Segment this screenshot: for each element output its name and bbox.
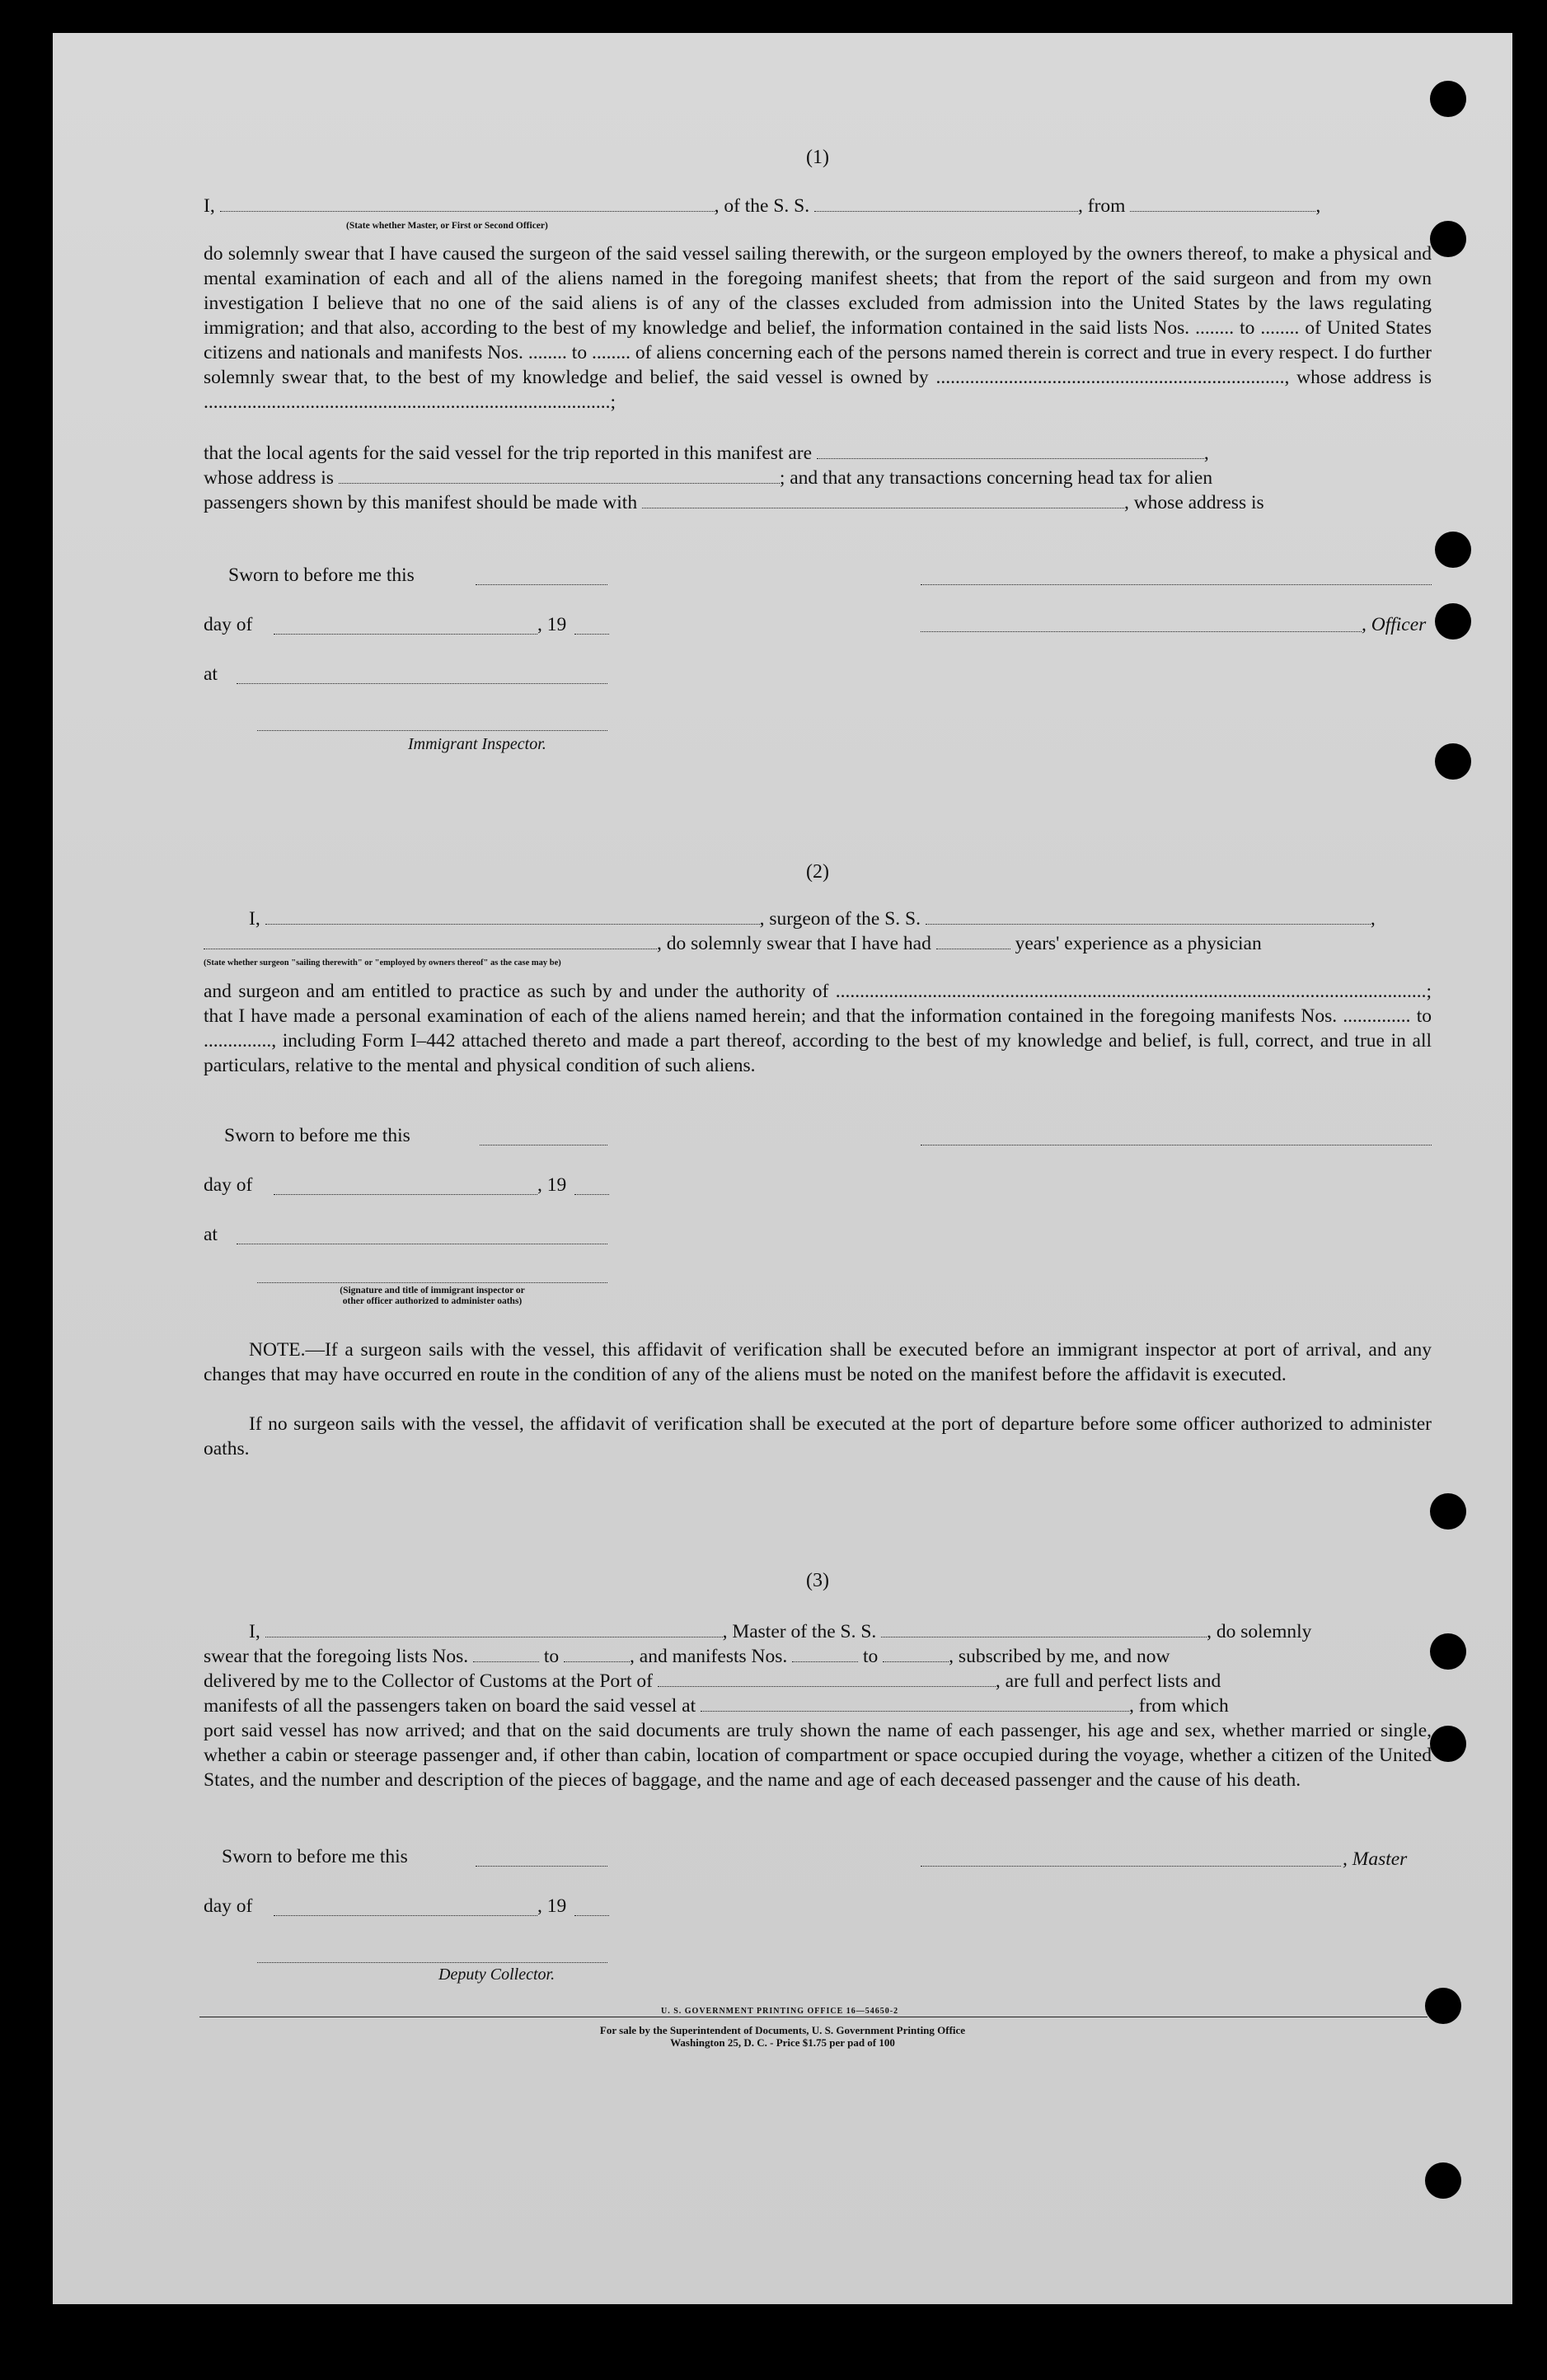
- punch-hole: [1430, 1493, 1466, 1530]
- punch-hole: [1430, 1633, 1466, 1670]
- lists-line: swear that the foregoing lists Nos. to , and manifests Nos. to , subscribed by me, and now: [204, 1646, 1170, 1667]
- punch-hole: [1430, 1726, 1466, 1762]
- punch-hole: [1435, 743, 1471, 780]
- section-number: (1): [806, 147, 829, 168]
- experience-line: , do solemnly swear that I have had years' experience as a physician: [204, 931, 1432, 956]
- master-label: , Master: [1343, 1848, 1408, 1870]
- master-line: I, , of the S. S. , from ,: [204, 195, 1321, 217]
- deputy-label: Deputy Collector.: [438, 1965, 556, 1984]
- note-paragraph-2: If no surgeon sails with the vessel, the affidavit of verification shall be executed at the port of departure before some officer authorized to administer oaths.: [204, 1413, 1432, 1459]
- master-line: I, , Master of the S. S. , do solemnly: [249, 1621, 1312, 1642]
- sworn-label: Sworn to before me this: [228, 565, 415, 586]
- at-label: at: [204, 663, 218, 685]
- punch-hole: [1430, 221, 1466, 257]
- master-signature-line: [921, 1865, 1341, 1867]
- agents-address-line: whose address is ; and that any transactions concerning head tax for alien: [204, 467, 1213, 489]
- punch-hole: [1435, 603, 1471, 640]
- day-label: day of: [204, 1895, 253, 1917]
- port-line: delivered by me to the Collector of Customs at the Port of , are full and perfect lists and: [204, 1670, 1221, 1692]
- inspector-signature-line: [257, 729, 607, 731]
- note-paragraph: NOTE.—If a surgeon sails with the vessel, this affidavit of verification shall be executed before an immigrant inspector at port of arrival, and any changes that may have occurred en route in the condition of any of the aliens must be noted on the manifest before the affidavit is executed.: [204, 1339, 1432, 1385]
- section-number: (2): [806, 861, 829, 883]
- punch-hole: [1435, 532, 1471, 568]
- field-caption: (State whether Master, or First or Second Officer): [346, 221, 548, 231]
- oath-paragraph: port said vessel has now arrived; and that on the said documents are truly shown the name of each passenger, his age and sex, whether married or single, whether a cabin or steerage passenger and, if other than cabin, location of compartment or space occupied during the voyage, whether a citizen of the United States, and the number and description of the pieces of baggage, and the name and age of each deceased passenger and the cause of his death.: [204, 1720, 1432, 1791]
- officer-label: , Officer: [1362, 614, 1427, 635]
- signature-caption: (Signature and title of immigrant inspector or other officer authorized to administer oaths): [340, 1286, 525, 1306]
- head-tax-line: passengers shown by this manifest should be made with , whose address is: [204, 492, 1264, 513]
- officer-signature-line: [921, 583, 1432, 585]
- agents-line: that the local agents for the said vessel for the trip reported in this manifest are ,: [204, 443, 1209, 464]
- inspector-label: Immigrant Inspector.: [408, 735, 546, 753]
- punch-hole: [1425, 2162, 1461, 2199]
- surgeon-line: I, , surgeon of the S. S. ,: [249, 908, 1376, 930]
- inspector-signature-line: [257, 1281, 607, 1283]
- sworn-label: Sworn to before me this: [222, 1846, 408, 1867]
- oath-paragraph: do solemnly swear that I have caused the surgeon of the said vessel sailing therewith, or the surgeon employed by the owners thereof, to make a physical and mental examination of each and all of the aliens named in the foregoing manifest sheets; that from the report of the said surgeon and from my own investigation I believe that no one of the said aliens is of any of the classes excluded from admission into the United States by the laws regulating immigration; and that also, according to the best of my knowledge and belief, the information contained in the said lists Nos. ........ to ........ of United States citizens and nationals and manifests Nos. ........ to ........ of aliens concerning each of the persons named therein is correct and true in every respect. I do further solemnly swear that, to the best of my knowledge and belief, the said vessel is owned by ........................................................................, whose address is ....................................................................................;: [204, 243, 1432, 413]
- taken-line: manifests of all the passengers taken on board the said vessel at , from which: [204, 1695, 1229, 1717]
- oath-paragraph: and surgeon and am entitled to practice as such by and under the authority of ..........................................................................................................................; that I have made a personal examination of each of the aliens named herein; and that the information contained in the foregoing manifests Nos. .............. to .............., including Form I–442 attached thereto and made a part thereof, according to the best of my knowledge and belief, is full, correct, and true in all particulars, relative to the mental and physical condition of such aliens.: [204, 981, 1432, 1076]
- section-number: (3): [806, 1570, 829, 1591]
- day-label: day of: [204, 1174, 253, 1196]
- surgeon-signature-line: [921, 1144, 1432, 1145]
- collector-signature-line: [257, 1961, 607, 1963]
- punch-hole: [1430, 81, 1466, 117]
- field-caption: (State whether surgeon "sailing therewith" or "employed by owners thereof" as the case may be): [204, 958, 561, 967]
- gpo-imprint: U. S. GOVERNMENT PRINTING OFFICE 16—54650-2: [661, 2007, 899, 2016]
- punch-hole: [1425, 1988, 1461, 2024]
- form-sheet: (1) I, , of the S. S. , from , (State whether Master, or First or Second Officer) do solemnly swear that I have caused the surgeon of the said vessel sailing therewith, or the surgeon employed by the owners thereof, to make a physical and mental examination of each and all of the aliens named in the foregoing manifest sheets; that from the report of the said surgeon and from my own investigation I believe that no one of the said aliens is of any of the classes excluded from admission into the United States by the laws regulating immigration; and that also, according to the best of my knowledge and belief, the information contained in the said lists Nos. ........ to ........ of United States citizens and nationals and manifests Nos. ........ to ........ of aliens concerning each of the persons named therein is correct and true in every respect. I do further solemnly swear that, to the best of my knowledge and belief, the said vessel is owned by ........................................................................, whose address is ....................................................................................; that the local agents for the said vessel for the trip reported in this manifest are , whose address is ; and that any transactions concerning head tax for alien passengers shown by this manifest should be made with , whose address is Sworn to before me this day of , 19 , Officer at Immigrant Inspector. (2) I, , surgeon of the S. S. , , do solemnly swear that I have had years' experience as a physician (State whether surgeon "sailing therewith" or "employed by owners thereof" as the case may be) and surgeon and am entitled to practice as such by and under the authority of ..........................................................................................................................; that I have made a personal examination of each of the aliens named herein; and that the information contained in the foregoing manifests Nos. .............. to .............., including Form I–442 attached thereto and made a part thereof, according to the best of my knowledge and belief, is full, correct, and true in all particulars, relative to the mental and physical condition of such aliens. Sworn to before me this day of , 19 at (Signature and title of immigrant inspector or other officer authorized to administer oaths) NOTE.—If a surgeon sails with the vessel, this affidavit of verification shall be executed before an immigrant inspector at port of arrival, and any changes that may have occurred en route in the condition of any of the aliens must be noted on the manifest before the affidavit is executed. If no surgeon sails with the vessel, the affidavit of verification shall be executed at the port of departure before some officer authorized to administer oaths. (3) I, , Master of the S. S. , do solemnly swear that the foregoing lists Nos. to , and manifests Nos. to , subscribed by me, and now delivered by me to the Collector of Customs at the Port of , are full and perfect lists and manifests of all the passengers taken on board the said vessel at , from which port said vessel has now arrived; and that on the said documents are truly shown the name of each passenger, his age and sex, whether married or single, whether a cabin or steerage passenger and, if other than cabin, location of compartment or space occupied during the voyage, whether a citizen of the United States, and the number and description of the pieces of baggage, and the name and age of each deceased passenger and the cause of his death. Sworn to before me this , Master day of , 19 Deputy Collector. U. S. GOVERNMENT PRINTING OFFICE 16—54650-2 For sale by the Superintendent of Documents, U. S. Government Printing Office Washington 25, D. C. - Price $1.75 per pad of 100: [53, 33, 1512, 2304]
- at-label: at: [204, 1224, 218, 1245]
- day-label: day of: [204, 614, 253, 635]
- sworn-label: Sworn to before me this: [224, 1125, 410, 1146]
- sale-notice: For sale by the Superintendent of Documents, U. S. Government Printing Office Washington 25, D. C. - Price $1.75 per pad of 100: [599, 2024, 966, 2049]
